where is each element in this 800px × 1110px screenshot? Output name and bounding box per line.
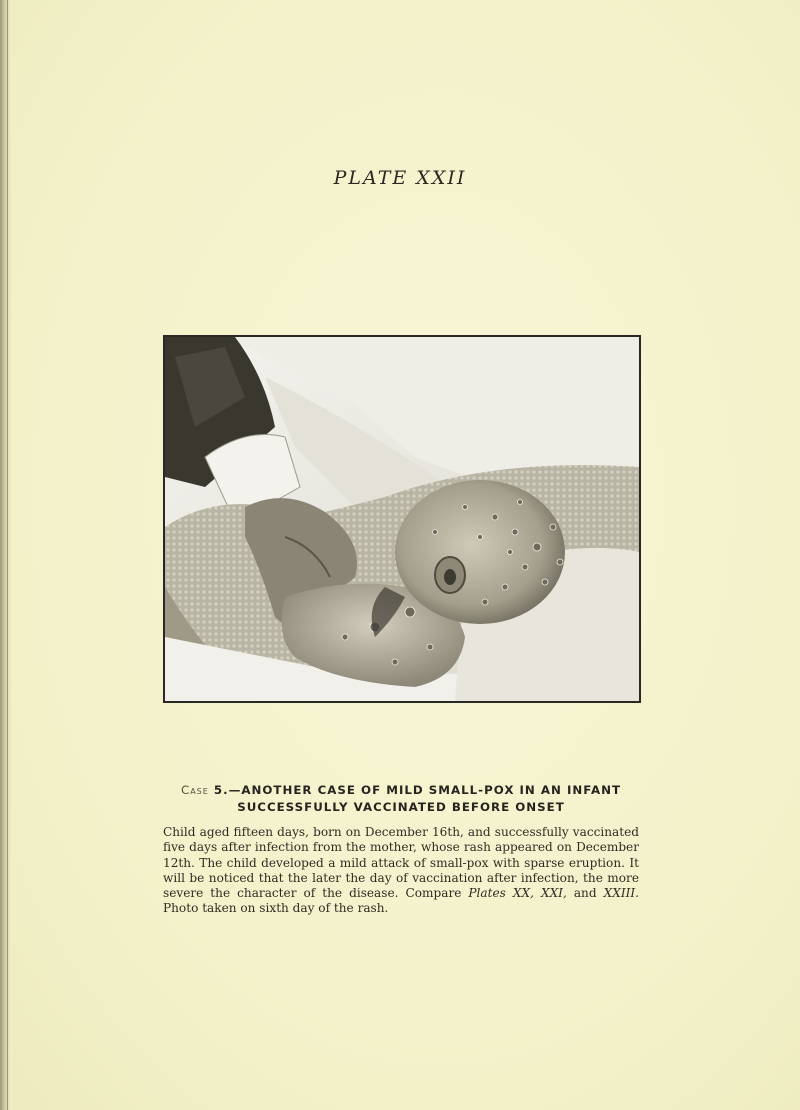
caption-heading-line2: SUCCESSFULLY VACCINATED BEFORE ONSET [237, 800, 565, 814]
caption-heading-text1: 5.—ANOTHER CASE OF MILD SMALL-POX IN AN INFANT [213, 783, 622, 797]
caption-heading [162, 782, 640, 816]
plate-title: PLATE XXII [333, 167, 467, 189]
caption-body-text-2: and [566, 886, 604, 901]
caption-body [163, 825, 639, 917]
caption-body-text-1: Child aged fifteen days, born on December 16th, and successfully vaccinated five days after infection from the mother, whose rash appeared on December 12th. The child developed a mild attack of small-pox with sparse eruption. It will be noticed that the later the day of vaccination after infection, the more severe the character of the disease. Compare [163, 825, 639, 901]
plate-photograph [163, 335, 641, 703]
caption-body-italic-1: Plates XX, XXI, [468, 886, 567, 901]
caption-heading-line1 [162, 782, 640, 799]
caption-body-italic-2: XXIII. [603, 886, 639, 901]
caption-body-text-3: Photo taken on sixth day of the rash. [163, 901, 389, 916]
infant-photo-illustration [165, 337, 639, 701]
case-label: Case [180, 783, 209, 797]
